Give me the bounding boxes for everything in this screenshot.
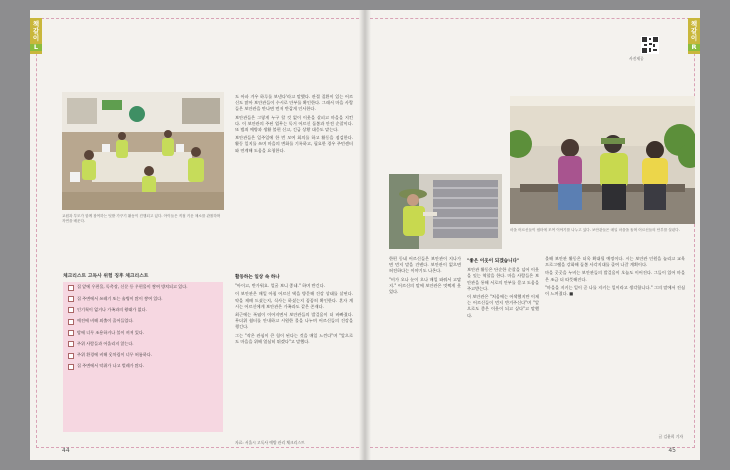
checklist-item-text: 밤에 너무 조용하거나 불이 꺼져 있다. [77,329,145,335]
writer-credit: 글 김윤희 기자 [658,434,683,439]
magazine-spread [30,10,700,460]
checkbox-icon [68,319,74,325]
section-tab-right-num: R [688,44,700,51]
classroom-photo-caption: 교원과 부모가 함께 참여하는 텃밭 가꾸기 활동이 진행되고 있다. 아이들은 직접 키운 채소를 관찰하며 자연을 배운다. [62,214,221,223]
photo-credit: 사진제공 [629,56,644,61]
checklist-item-text: 집 주변에서 악취가 나고 벌레가 많다. [77,363,145,369]
source-note: 자료: 서울시 고독사 예방 관리 체크리스트 [235,440,305,445]
section-tab-right-label: 책 같 이 [690,20,698,42]
worker-photo [389,174,502,249]
checklist-item-text: 인기척이 없거나 가족과의 왕래가 없다. [77,306,147,312]
checklist-item-text: 예전에 비해 외출이 줄어들었다. [77,318,134,324]
paragraph: 올해 보안관 활동은 더욱 확대될 예정이다. 시는 보안관 인원을 늘리고 교육 프로그램을 강화해 돌봄 사각지대를 줄여 나갈 계획이다. [545,256,685,268]
paragraph: 도 아파 겨우 하루를 보낸다'라고 말했다. 관절 질환이 있는 어르신도 많아 보안관들이 수시로 안부를 확인한다. 그래서 마을 사람들은 보안관을 만나면 먼저 반갑게 인사한다. [235,94,353,112]
checklist-item-text: 주위 사람들과 어울리지 않는다. [77,340,134,346]
checklist-item [63,316,223,327]
right-photo-caption: 마을 어르신들이 쉼터에 모여 이야기를 나누고 있다. 보안관들은 매일 마을을 돌며 어르신들의 안부를 살핀다. [510,228,680,232]
book-gutter [359,10,371,460]
section-subhead: "좋은 이웃이 되겠습니다" [467,259,520,264]
checklist-title: 체크리스트 고독사 위험 징후 체크리스트 [63,274,149,279]
left-page-column-upper [235,94,353,156]
paragraph: 최근에는 폭염이 이어지면서 보안관들의 발걸음이 더 바빠졌다. 무더위 쉼터를 안내하고 시원한 물을 나누며 어르신들의 건강을 챙긴다. [235,312,353,330]
section-tab-left-label: 책 같 이 [32,20,40,42]
checklist-item [63,305,223,316]
paragraph: 보안관 활동은 단순한 순찰을 넘어 이웃을 잇는 역할을 한다. 마을 사람들은 보안관을 통해 서로의 안부를 묻고 도움을 주고받는다. [467,267,539,291]
checklist-box [63,282,223,432]
checkbox-icon [68,341,74,347]
classroom-photo [62,92,224,210]
right-page [365,10,700,460]
qr-code [641,36,659,54]
right-page-column-2 [467,256,539,321]
checklist-item [63,338,223,349]
section-tab-left [30,18,42,54]
paragraph: 그는 "작은 관심이 큰 힘이 된다는 것을 매일 느낀다"며 "앞으로도 마을을 위해 열심히 뛰겠다"고 말했다. [235,332,353,344]
checklist-item-text: 주위 환경에 비해 옷차림이 너무 허름하다. [77,352,153,358]
checkbox-icon [68,307,74,313]
checklist-item [63,350,223,361]
checkbox-icon [68,364,74,370]
paragraph: 이 보안관은 "처음에는 어색했지만 이제는 어르신들이 먼저 반겨주신다"며 "앞으로도 좋은 이웃이 되고 싶다"고 말했다. [467,294,539,318]
left-page [30,10,365,460]
paragraph: "비가 오나 눈이 오나 매일 와줘서 고맙지." 어르신의 말에 보안관은 멋쩍게 웃었다. [389,276,461,295]
section-subhead: 활동하는 일상 속 하나 [235,275,280,280]
page-number-right: 45 [668,447,676,454]
paragraph: 마을 곳곳을 누비는 보안관들의 발걸음이 오늘도 이어진다. 그들이 있어 마을은 조금 더 따뜻해진다. [545,270,685,282]
left-page-column-lower [235,272,353,347]
paragraph: "마을을 지키는 일이 곧 나를 지키는 일이라고 생각합니다." 그의 말에서 진심이 느껴졌다. ■ [545,284,685,297]
paragraph: 한편 동네 어르신들은 보안관이 지나가면 먼저 말을 건넨다. 보안관이 없으면 허전하다는 이야기도 나온다. [389,256,461,274]
checklist-item [63,327,223,338]
checklist-item [63,293,223,304]
checkbox-icon [68,296,74,302]
checklist-item-text: 집 앞에 우편물, 독촉장, 신문 등 우편물이 쌓여 방치되고 있다. [77,284,188,290]
section-tab-right [688,18,700,54]
section-tab-left-num: L [30,44,42,51]
checklist-item [63,361,223,372]
seniors-bench-photo [510,96,695,224]
checkbox-icon [68,330,74,336]
right-page-column-3 [545,256,685,299]
checkbox-icon [68,353,74,359]
right-page-column-1 [389,256,461,297]
checkbox-icon [68,285,74,291]
page-number-left: 44 [62,447,70,454]
paragraph: 보안관들은 일주일에 한 번 모여 회의를 하고 활동을 점검한다. 활동 일지를 쓰며 마을의 변화를 기록하고, 필요한 경우 주민센터와 연계해 도움을 요청한다. [235,135,353,153]
checklist-item-text: 집 주변에서 쓰레기 또는 술병이 많이 쌓여 있다. [77,295,163,301]
checklist-item [63,282,223,293]
paragraph: 보안관들은 그렇게 누구 할 것 없이 이웃을 살피고 마을을 지킨다. 이 보안관의 주된 업무는 독거 어르신 돌봄과 안전 순찰이다. 또 범죄 예방과 생활 불편 신고, 긴급 상황 대응도 맡는다. [235,114,353,133]
paragraph: "아이고, 반가워요. 얼굴 보니 좋네." 하며 반긴다. [235,283,325,289]
paragraph: 이 보안관은 매일 아침 어르신 댁을 방문해 건강 상태를 살핀다. 약을 제때 드셨는지, 식사는 하셨는지 꼼꼼히 확인한다. 혼자 계시는 어르신에게 보안관은 가족과도 같은 존재다. [235,291,353,309]
